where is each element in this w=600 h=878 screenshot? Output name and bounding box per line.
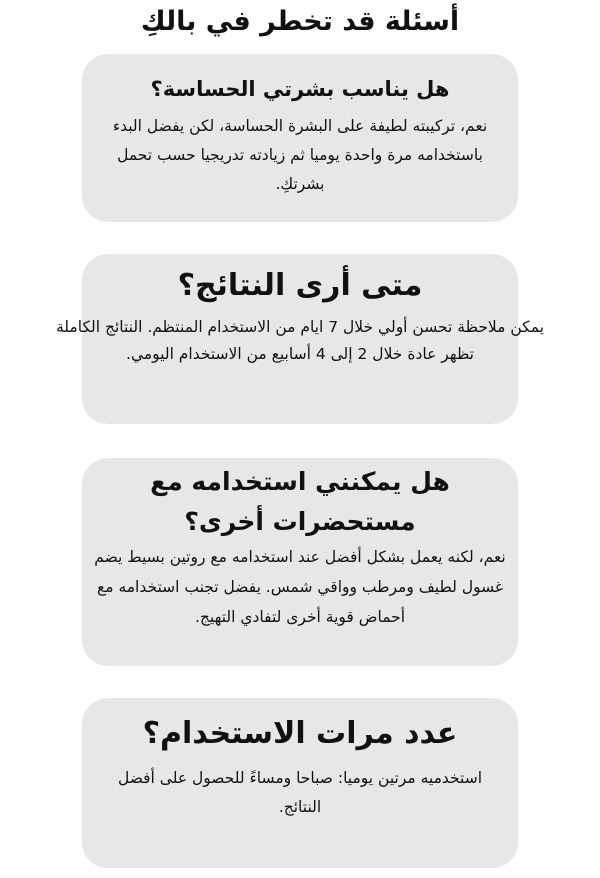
faq-card-sensitive-skin [82, 54, 518, 222]
faq-answer: يمكن ملاحظة تحسن أولي خلال 7 ايام من الاستخدام المنتظم. النتائج الكاملة تظهر عادة خلال 2 إلى 4 أسابيع من الاستخدام اليومي. [55, 318, 545, 363]
faq-answer: نعم، تركيبته لطيفة على البشرة الحساسة، لكن يفضل البدء باستخدامه مرة واحدة يوميا ثم زيادته تدريجيا حسب تحمل بشرتكِ. [112, 117, 488, 193]
faq-question: هل يناسب بشرتي الحساسة؟ [150, 77, 450, 101]
faq-card-results [55, 254, 545, 424]
faq-question: متى أرى النتائج؟ [177, 268, 423, 303]
page-title: أسئلة قد تخطر في بالكِ [140, 6, 460, 37]
faq-answer: استخدميه مرتين يوميا: صباحا ومساءً للحصول على أفضل النتائج. [117, 769, 483, 816]
faq-question: عدد مرات الاستخدام؟ [142, 716, 458, 751]
faq-card-other-products [82, 458, 518, 666]
faq-card-usage-frequency [82, 698, 518, 868]
faq-question: هل يمكنني استخدامه مع مستحضرات أخرى؟ [150, 467, 450, 536]
faq-answer: نعم، لكنه يعمل بشكل أفضل عند استخدامه مع روتين بسيط يضم غسول لطيف ومرطب وواقي شمس. يفضل تجنب استخدامه مع أحماض قوية أخرى لتفادي التهيج. [94, 548, 506, 626]
